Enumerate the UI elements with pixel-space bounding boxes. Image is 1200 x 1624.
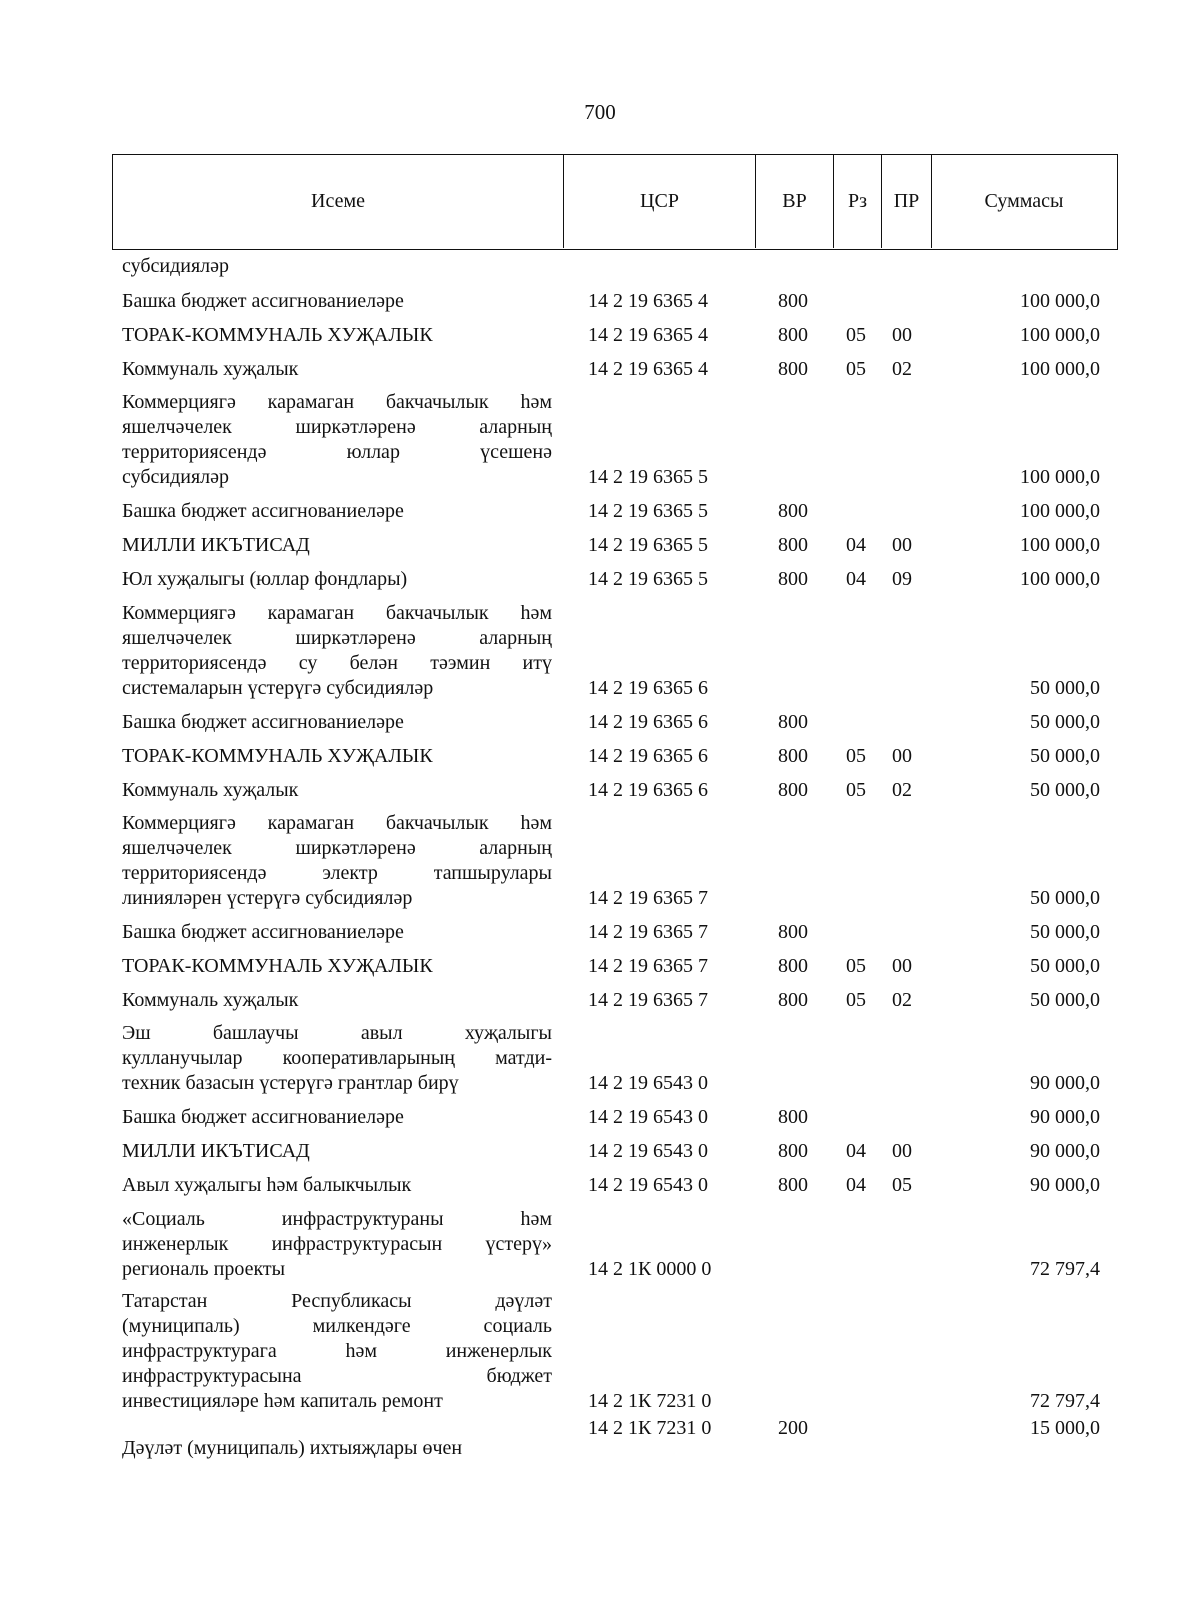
row-name-line: ТОРАК-КОММУНАЛЬ ХУҖАЛЫК [122, 955, 433, 977]
row-name [122, 710, 552, 735]
row-vr: 800 [778, 324, 808, 346]
header-sum: Суммасы [931, 155, 1116, 248]
row-name [122, 533, 552, 558]
row-pr: 09 [892, 568, 912, 590]
row-csr: 14 2 1К 7231 0 [588, 1417, 712, 1439]
row-sum: 50 000,0 [1030, 955, 1100, 977]
header-csr: ЦСР [563, 155, 755, 248]
row-name-line: инфраструктурага һәм инженерлык [122, 1340, 552, 1362]
row-sum: 90 000,0 [1030, 1072, 1100, 1094]
row-name [122, 1436, 552, 1461]
row-pr: 02 [892, 358, 912, 380]
row-vr: 800 [778, 534, 808, 556]
row-name [122, 1139, 552, 1164]
row-vr: 800 [778, 568, 808, 590]
row-vr: 800 [778, 779, 808, 801]
table-header [112, 154, 1118, 250]
row-name [122, 357, 552, 382]
row-name-line: Татарстан Республикасы дәүләт [122, 1290, 552, 1312]
row-pr: 00 [892, 955, 912, 977]
row-sum: 90 000,0 [1030, 1174, 1100, 1196]
row-name [122, 988, 552, 1013]
row-name-line: Коммерциягә карамаган бакчачылык һәм [122, 812, 552, 834]
row-vr: 800 [778, 921, 808, 943]
row-csr: 14 2 19 6365 6 [588, 779, 708, 801]
row-sum: 100 000,0 [1020, 324, 1100, 346]
row-rz: 04 [846, 1174, 866, 1196]
row-pr: 00 [892, 745, 912, 767]
row-name [122, 778, 552, 803]
row-sum: 100 000,0 [1020, 466, 1100, 488]
row-csr: 14 2 19 6365 7 [588, 887, 708, 909]
row-csr: 14 2 19 6365 4 [588, 290, 708, 312]
row-csr: 14 2 19 6365 4 [588, 358, 708, 380]
row-csr: 14 2 19 6543 0 [588, 1140, 708, 1162]
row-rz: 04 [846, 568, 866, 590]
row-vr: 800 [778, 745, 808, 767]
row-rz: 04 [846, 1140, 866, 1162]
row-name [122, 289, 552, 314]
row-vr: 800 [778, 1140, 808, 1162]
header-rz: Рз [833, 155, 881, 248]
row-pr: 00 [892, 534, 912, 556]
row-name-line: Коммерциягә карамаган бакчачылык һәм [122, 602, 552, 624]
row-name [122, 744, 552, 769]
header-vr: ВР [755, 155, 833, 248]
row-name [122, 1173, 552, 1198]
row-sum: 50 000,0 [1030, 745, 1100, 767]
row-name-line: Башка бюджет ассигнованиеләре [122, 500, 404, 522]
row-name-line: кулланучылар кооперативларының матди- [122, 1047, 552, 1069]
row-sum: 90 000,0 [1030, 1140, 1100, 1162]
row-rz: 05 [846, 358, 866, 380]
header-name: Исеме [311, 190, 365, 212]
row-name [122, 323, 552, 348]
row-pr: 02 [892, 989, 912, 1011]
row-sum: 50 000,0 [1030, 711, 1100, 733]
row-csr: 14 2 19 6543 0 [588, 1106, 708, 1128]
row-csr: 14 2 19 6365 4 [588, 324, 708, 346]
row-name-line: Эш башлаучы авыл хуҗалыгы [122, 1022, 552, 1044]
row-pr: 00 [892, 324, 912, 346]
row-csr: 14 2 19 6365 5 [588, 568, 708, 590]
row-name [122, 499, 552, 524]
row-vr: 800 [778, 1174, 808, 1196]
row-vr: 800 [778, 358, 808, 380]
row-name-line: региональ проекты [122, 1258, 286, 1280]
row-name [122, 954, 552, 979]
row-name-line: Башка бюджет ассигнованиеләре [122, 921, 404, 943]
row-vr: 800 [778, 1106, 808, 1128]
row-sum: 100 000,0 [1020, 290, 1100, 312]
row-name-line: Авыл хуҗалыгы һәм балыкчылык [122, 1174, 412, 1196]
row-name-line: линияләрен үстерүгә субсидияләр [122, 887, 413, 909]
row-name-line: субсидияләр [122, 466, 230, 488]
row-name-line: Коммуналь хуҗалык [122, 989, 299, 1011]
row-sum: 50 000,0 [1030, 921, 1100, 943]
row-name-line: ТОРАК-КОММУНАЛЬ ХУҖАЛЫК [122, 324, 433, 346]
row-sum: 100 000,0 [1020, 358, 1100, 380]
row-name-line: МИЛЛИ ИКЪТИСАД [122, 534, 310, 556]
row-sum: 100 000,0 [1020, 534, 1100, 556]
row-sum: 50 000,0 [1030, 887, 1100, 909]
row-name-line: территориясендә юллар үсешенә [122, 441, 552, 463]
row-csr: 14 2 19 6365 6 [588, 745, 708, 767]
row-name-line: субсидияләр [122, 255, 230, 277]
row-name-line: «Социаль инфраструктураны һәм [122, 1208, 552, 1230]
row-name [122, 1207, 552, 1282]
row-csr: 14 2 19 6365 6 [588, 677, 708, 699]
row-name [122, 1021, 552, 1096]
row-pr: 05 [892, 1174, 912, 1196]
row-name-line: инфраструктурасына бюджет [122, 1365, 552, 1387]
row-sum: 100 000,0 [1020, 568, 1100, 590]
row-name-line: Башка бюджет ассигнованиеләре [122, 1106, 404, 1128]
row-name-line: (муниципаль) милкендәге социаль [122, 1315, 552, 1337]
row-sum: 50 000,0 [1030, 989, 1100, 1011]
page-number: 700 [584, 100, 616, 124]
row-name [122, 601, 552, 701]
row-name-line: Коммуналь хуҗалык [122, 358, 299, 380]
row-name-line: Башка бюджет ассигнованиеләре [122, 711, 404, 733]
row-name-line: МИЛЛИ ИКЪТИСАД [122, 1140, 310, 1162]
row-csr: 14 2 19 6365 6 [588, 711, 708, 733]
row-sum: 100 000,0 [1020, 500, 1100, 522]
row-name-line: системаларын үстерүгә субсидияләр [122, 677, 434, 699]
row-csr: 14 2 19 6365 5 [588, 500, 708, 522]
row-csr: 14 2 19 6365 7 [588, 989, 708, 1011]
row-sum: 50 000,0 [1030, 779, 1100, 801]
row-rz: 05 [846, 745, 866, 767]
row-sum: 72 797,4 [1030, 1390, 1100, 1412]
row-name-line: ТОРАК-КОММУНАЛЬ ХУҖАЛЫК [122, 745, 433, 767]
row-name [122, 390, 552, 490]
row-rz: 05 [846, 324, 866, 346]
row-csr: 14 2 1К 7231 0 [588, 1390, 712, 1412]
row-sum: 50 000,0 [1030, 677, 1100, 699]
row-name [122, 567, 552, 592]
row-vr: 800 [778, 711, 808, 733]
row-name-line: яшелчәчелек ширкәтләренә аларның [122, 627, 552, 649]
row-vr: 800 [778, 290, 808, 312]
row-csr: 14 2 19 6365 5 [588, 534, 708, 556]
row-name [122, 1105, 552, 1130]
row-name [122, 811, 552, 911]
row-csr: 14 2 19 6365 7 [588, 955, 708, 977]
row-vr: 800 [778, 500, 808, 522]
row-pr: 00 [892, 1140, 912, 1162]
row-rz: 05 [846, 989, 866, 1011]
row-csr: 14 2 1К 0000 0 [588, 1258, 712, 1280]
row-name-line: Коммерциягә карамаган бакчачылык һәм [122, 391, 552, 413]
row-name-line: яшелчәчелек ширкәтләренә аларның [122, 837, 552, 859]
row-vr: 200 [778, 1417, 808, 1439]
row-name [122, 254, 552, 279]
row-name [122, 1289, 552, 1414]
row-vr: 800 [778, 989, 808, 1011]
row-name-line: территориясендә электр тапшырулары [122, 862, 552, 884]
row-name-line: инженерлык инфраструктурасын үстерү» [122, 1233, 552, 1255]
row-csr: 14 2 19 6365 7 [588, 921, 708, 943]
row-sum: 90 000,0 [1030, 1106, 1100, 1128]
row-name-line: инвестицияләре һәм капиталь ремонт [122, 1390, 443, 1412]
row-csr: 14 2 19 6543 0 [588, 1072, 708, 1094]
header-pr: ПР [881, 155, 931, 248]
row-rz: 05 [846, 779, 866, 801]
row-name-line: Юл хуҗалыгы (юллар фондлары) [122, 568, 408, 590]
row-name-line: Дәүләт (муниципаль) ихтыяҗлары өчен [122, 1437, 463, 1459]
row-csr: 14 2 19 6365 5 [588, 466, 708, 488]
row-csr: 14 2 19 6543 0 [588, 1174, 708, 1196]
row-name [122, 920, 552, 945]
row-sum: 15 000,0 [1030, 1417, 1100, 1439]
row-pr: 02 [892, 779, 912, 801]
row-name-line: техник базасын үстерүгә грантлар бирү [122, 1072, 459, 1094]
row-name-line: территориясендә су белән тәэмин итү [122, 652, 552, 674]
row-vr: 800 [778, 955, 808, 977]
row-rz: 05 [846, 955, 866, 977]
row-name-line: яшелчәчелек ширкәтләренә аларның [122, 416, 552, 438]
row-rz: 04 [846, 534, 866, 556]
row-name-line: Коммуналь хуҗалык [122, 779, 299, 801]
row-name-line: Башка бюджет ассигнованиеләре [122, 290, 404, 312]
row-sum: 72 797,4 [1030, 1258, 1100, 1280]
